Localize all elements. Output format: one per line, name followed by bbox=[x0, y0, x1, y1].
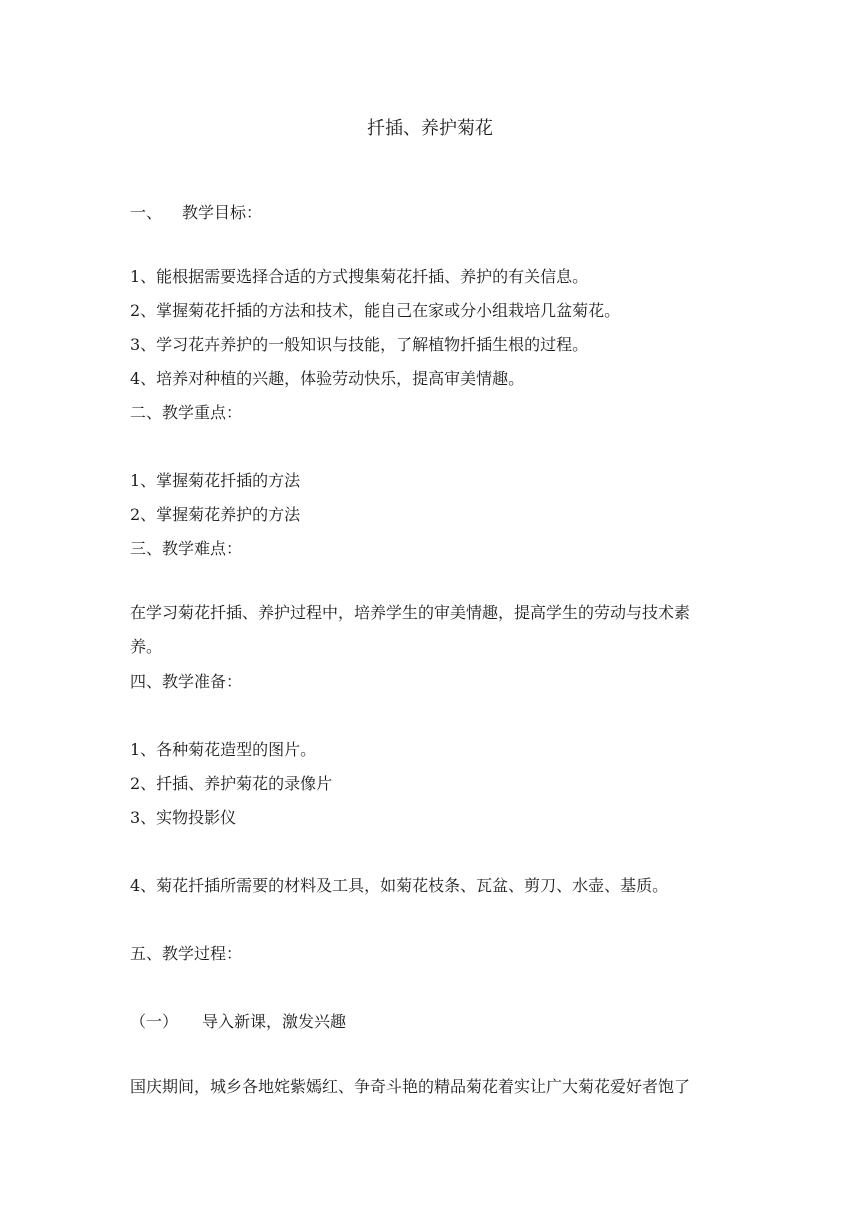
prep-item: 3、实物投影仪 bbox=[130, 808, 237, 827]
key-point-item: 1、掌握菊花扦插的方法 bbox=[130, 471, 301, 490]
goal-item: 1、能根据需要选择合适的方式搜集菊花扦插、养护的有关信息。 bbox=[130, 267, 589, 286]
subsection-label: 导入新课，激发兴趣 bbox=[202, 1012, 347, 1031]
difficulty-text: 养。 bbox=[130, 637, 163, 656]
subsection-number: （一） bbox=[130, 1012, 179, 1031]
section-heading-difficulty: 三、教学难点： bbox=[130, 539, 243, 558]
goal-item: 2、掌握菊花扦插的方法和技术，能自己在家或分小组栽培几盆菊花。 bbox=[130, 301, 621, 320]
section-number: 一、 bbox=[130, 203, 163, 222]
document-title: 扦插、养护菊花 bbox=[367, 118, 493, 139]
section-heading-preparation: 四、教学准备： bbox=[130, 672, 243, 691]
prep-item: 4、菊花扦插所需要的材料及工具，如菊花枝条、瓦盆、剪刀、水壶、基质。 bbox=[130, 876, 669, 895]
prep-item: 1、各种菊花造型的图片。 bbox=[130, 740, 317, 759]
prep-item: 2、扦插、养护菊花的录像片 bbox=[130, 774, 333, 793]
section-heading-goals bbox=[130, 203, 262, 223]
goal-item: 4、培养对种植的兴趣，体验劳动快乐，提高审美情趣。 bbox=[130, 369, 525, 388]
body-paragraph: 国庆期间，城乡各地姹紫嫣红、争奇斗艳的精品菊花着实让广大菊花爱好者饱了 bbox=[130, 1077, 691, 1096]
section-heading-key-points: 二、教学重点： bbox=[130, 403, 243, 422]
subsection-heading-intro bbox=[130, 1012, 346, 1032]
goal-item: 3、学习花卉养护的一般知识与技能，了解植物扦插生根的过程。 bbox=[130, 335, 589, 354]
section-heading-process: 五、教学过程： bbox=[130, 944, 243, 963]
section-label: 教学目标： bbox=[182, 203, 263, 222]
difficulty-text: 在学习菊花扦插、养护过程中，培养学生的审美情趣，提高学生的劳动与技术素 bbox=[130, 603, 691, 622]
key-point-item: 2、掌握菊花养护的方法 bbox=[130, 505, 301, 524]
